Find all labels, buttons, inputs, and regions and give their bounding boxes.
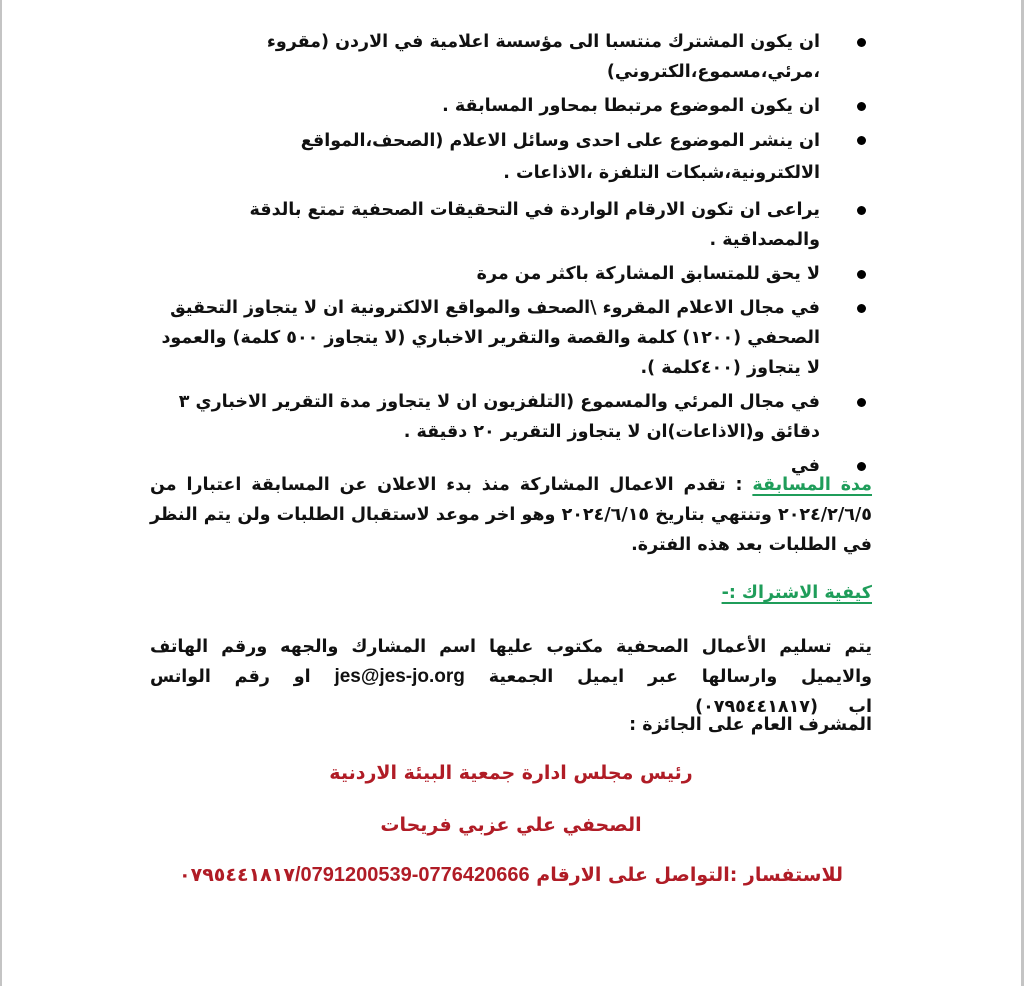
condition-item — [150, 27, 872, 87]
condition-text: في مجال المرئي والمسموع (التلفزيون ان لا يتجاوز مدة التقرير الاخباري ٣ دقائق و(الاذاعات)ان لا يتجاوز التقرير ٢٠ دقيقة . — [178, 392, 820, 442]
condition-text: ان ينشر الموضوع على احدى وسائل الاعلام (الصحف،المواقع الالكترونية،شبكات التلفزة ،الاذاعات . — [300, 131, 820, 183]
condition-item — [150, 195, 872, 255]
supervisor-label: المشرف العام على الجائزة : — [629, 715, 872, 735]
duration-text: تقدم الاعمال المشاركة منذ بدء الاعلان عن المسابقة اعتبارا من ٢٠٢٤/٢/٦/٥ وتنتهي بتاريخ ٢٠٢٤/٦/١٥ وهو اخر موعد لاستقبال الطلبات ولن يتم النظر في الطلبات بعد هذه الفترة. — [150, 475, 872, 555]
condition-text: يراعى ان تكون الارقام الواردة في التحقيقات الصحفية تمتع بالدقة والمصداقية . — [249, 200, 820, 250]
condition-text: لا يحق للمتسابق المشاركة باكثر من مرة — [476, 264, 820, 284]
condition-item — [150, 259, 872, 289]
bullet-icon — [857, 38, 866, 47]
inquiry-line — [150, 864, 872, 887]
email-link[interactable]: jes@jes-jo.org — [334, 666, 465, 687]
inquiry-number-arabic: ٠٧٩٥٤٤١٨١٧ — [179, 864, 295, 886]
participation-text: يتم تسليم الأعمال الصحفية مكتوب عليها اسم المشارك والجهه ورقم الهاتف والايميل وارسالها عبر ايميل الجمعية — [150, 637, 872, 687]
condition-item — [150, 293, 872, 383]
duration-separator: : — [725, 475, 753, 495]
supervisor-title: رئيس مجلس ادارة جمعية البيئة الاردنية — [329, 762, 693, 784]
condition-item — [150, 125, 872, 189]
bullet-icon — [857, 398, 866, 407]
inquiry-label: للاستفسار :التواصل على الارقام — [529, 864, 843, 886]
bullet-icon — [857, 206, 866, 215]
page-left-edge — [0, 0, 2, 986]
bullet-icon — [857, 102, 866, 111]
bullet-icon — [857, 136, 866, 145]
condition-text: ان يكون المشترك منتسبا الى مؤسسة اعلامية في الاردن (مقروء ،مرئي،مسموع،الكتروني) — [266, 32, 820, 82]
bullet-icon — [857, 270, 866, 279]
conditions-list — [150, 27, 872, 485]
condition-text: ان يكون الموضوع مرتبطا بمحاور المسابقة . — [442, 96, 820, 116]
condition-text: في مجال الاعلام المقروء \الصحف والمواقع الالكترونية ان لا يتجاوز التحقيق الصحفي (١٢٠٠) كلمة والقصة والتقرير الاخباري (لا يتجاوز ٥٠٠ كلمة) والعمود لا يتجاوز (٤٠٠كلمة ). — [161, 298, 820, 378]
whatsapp-number: (٠٧٩٥٤٤١٨١٧) — [695, 697, 818, 717]
condition-item — [150, 387, 872, 447]
duration-label: مدة المسابقة — [752, 475, 872, 495]
condition-item — [150, 91, 872, 121]
condition-text: في — [790, 456, 820, 476]
participation-paragraph — [150, 632, 872, 722]
whatsapp-label: او رقم الواتس اب — [150, 667, 872, 717]
participation-heading: كيفية الاشتراك :- — [721, 583, 872, 603]
inquiry-numbers-latin: /0791200539-0776420666 — [294, 864, 530, 886]
duration-paragraph — [150, 470, 872, 560]
supervisor-name: الصحفي علي عزبي فريحات — [380, 814, 642, 836]
bullet-icon — [857, 304, 866, 313]
